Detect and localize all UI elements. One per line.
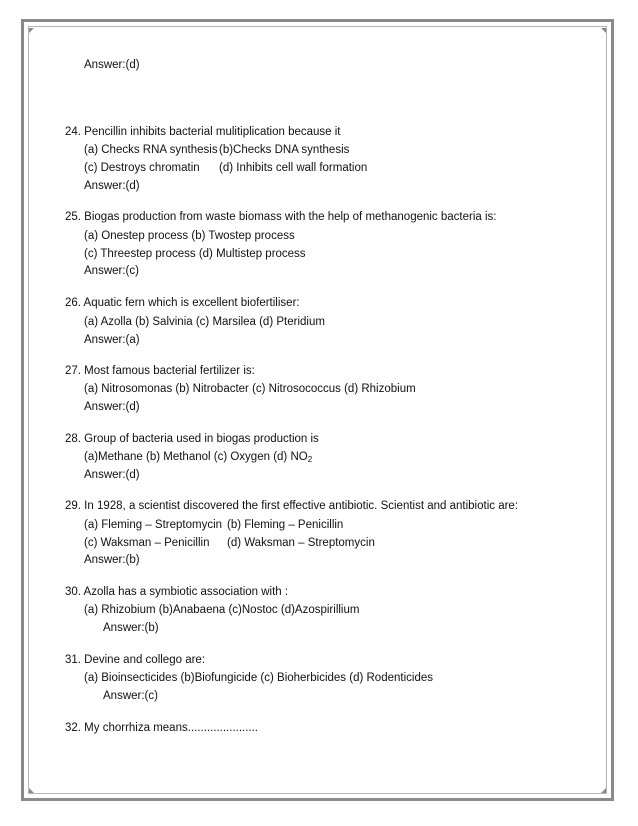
answer-line: Answer:(d) [84, 401, 140, 413]
options-line [84, 161, 367, 176]
question-26: 26. Aquatic fern which is excellent biofertiliser: [65, 297, 300, 309]
options-line: (a) Azolla (b) Salvinia (c) Marsilea (d) Pteridium [84, 316, 325, 328]
question-25: 25. Biogas production from waste biomass with the help of methanogenic bacteria is: [65, 211, 497, 223]
options-line [84, 143, 349, 158]
options-line: (a) Bioinsecticides (b)Biofungicide (c) Bioherbicides (d) Rodenticides [84, 672, 433, 684]
question-28: 28. Group of bacteria used in biogas production is [65, 433, 319, 445]
answer-line: Answer:(d) [84, 469, 140, 481]
option-b: (b)Checks DNA synthesis [219, 144, 350, 156]
answer-line: Answer:(d) [84, 180, 140, 192]
subscript: 2 [307, 455, 313, 464]
question-29: 29. In 1928, a scientist discovered the first effective antibiotic. Scientist and antibiotic are: [65, 500, 519, 512]
options-line: (a) Rhizobium (b)Anabaena (c)Nostoc (d)Azospirillium [84, 604, 360, 616]
options-line: (a) Nitrosomonas (b) Nitrobacter (c) Nitrosococcus (d) Rhizobium [84, 383, 416, 395]
options-line [84, 518, 343, 533]
question-31: 31. Devine and collego are: [65, 654, 206, 666]
answer-line: Answer:(b) [103, 622, 159, 634]
answer-line: Answer:(d) [84, 59, 140, 71]
options-line [84, 536, 375, 551]
answer-line: Answer:(c) [103, 690, 158, 702]
answer-line: Answer:(b) [84, 554, 140, 566]
option-d: (d) Waksman – Streptomycin [227, 537, 375, 549]
options-text: (a)Methane (b) Methanol (c) Oxygen (d) NO [84, 451, 308, 463]
option-a: (a) Fleming – Streptomycin [84, 519, 223, 531]
option-a: (a) Checks RNA synthesis [84, 144, 218, 156]
option-c: (c) Waksman – Penicillin [84, 537, 210, 549]
options-line: (a) Onestep process (b) Twostep process [84, 230, 295, 242]
options-line [84, 450, 312, 465]
question-30: 30. Azolla has a symbiotic association with : [65, 586, 289, 598]
options-line: (c) Threestep process (d) Multistep process [84, 248, 306, 260]
option-c: (c) Destroys chromatin [84, 162, 200, 174]
option-d: (d) Inhibits cell wall formation [219, 162, 368, 174]
question-27: 27. Most famous bacterial fertilizer is: [65, 365, 255, 377]
answer-line: Answer:(c) [84, 265, 139, 277]
question-24: 24. Pencillin inhibits bacterial mulitiplication because it [65, 126, 341, 138]
option-b: (b) Fleming – Penicillin [227, 519, 344, 531]
question-32: 32. My chorrhiza means...................... [65, 722, 259, 734]
answer-line: Answer:(a) [84, 334, 140, 346]
